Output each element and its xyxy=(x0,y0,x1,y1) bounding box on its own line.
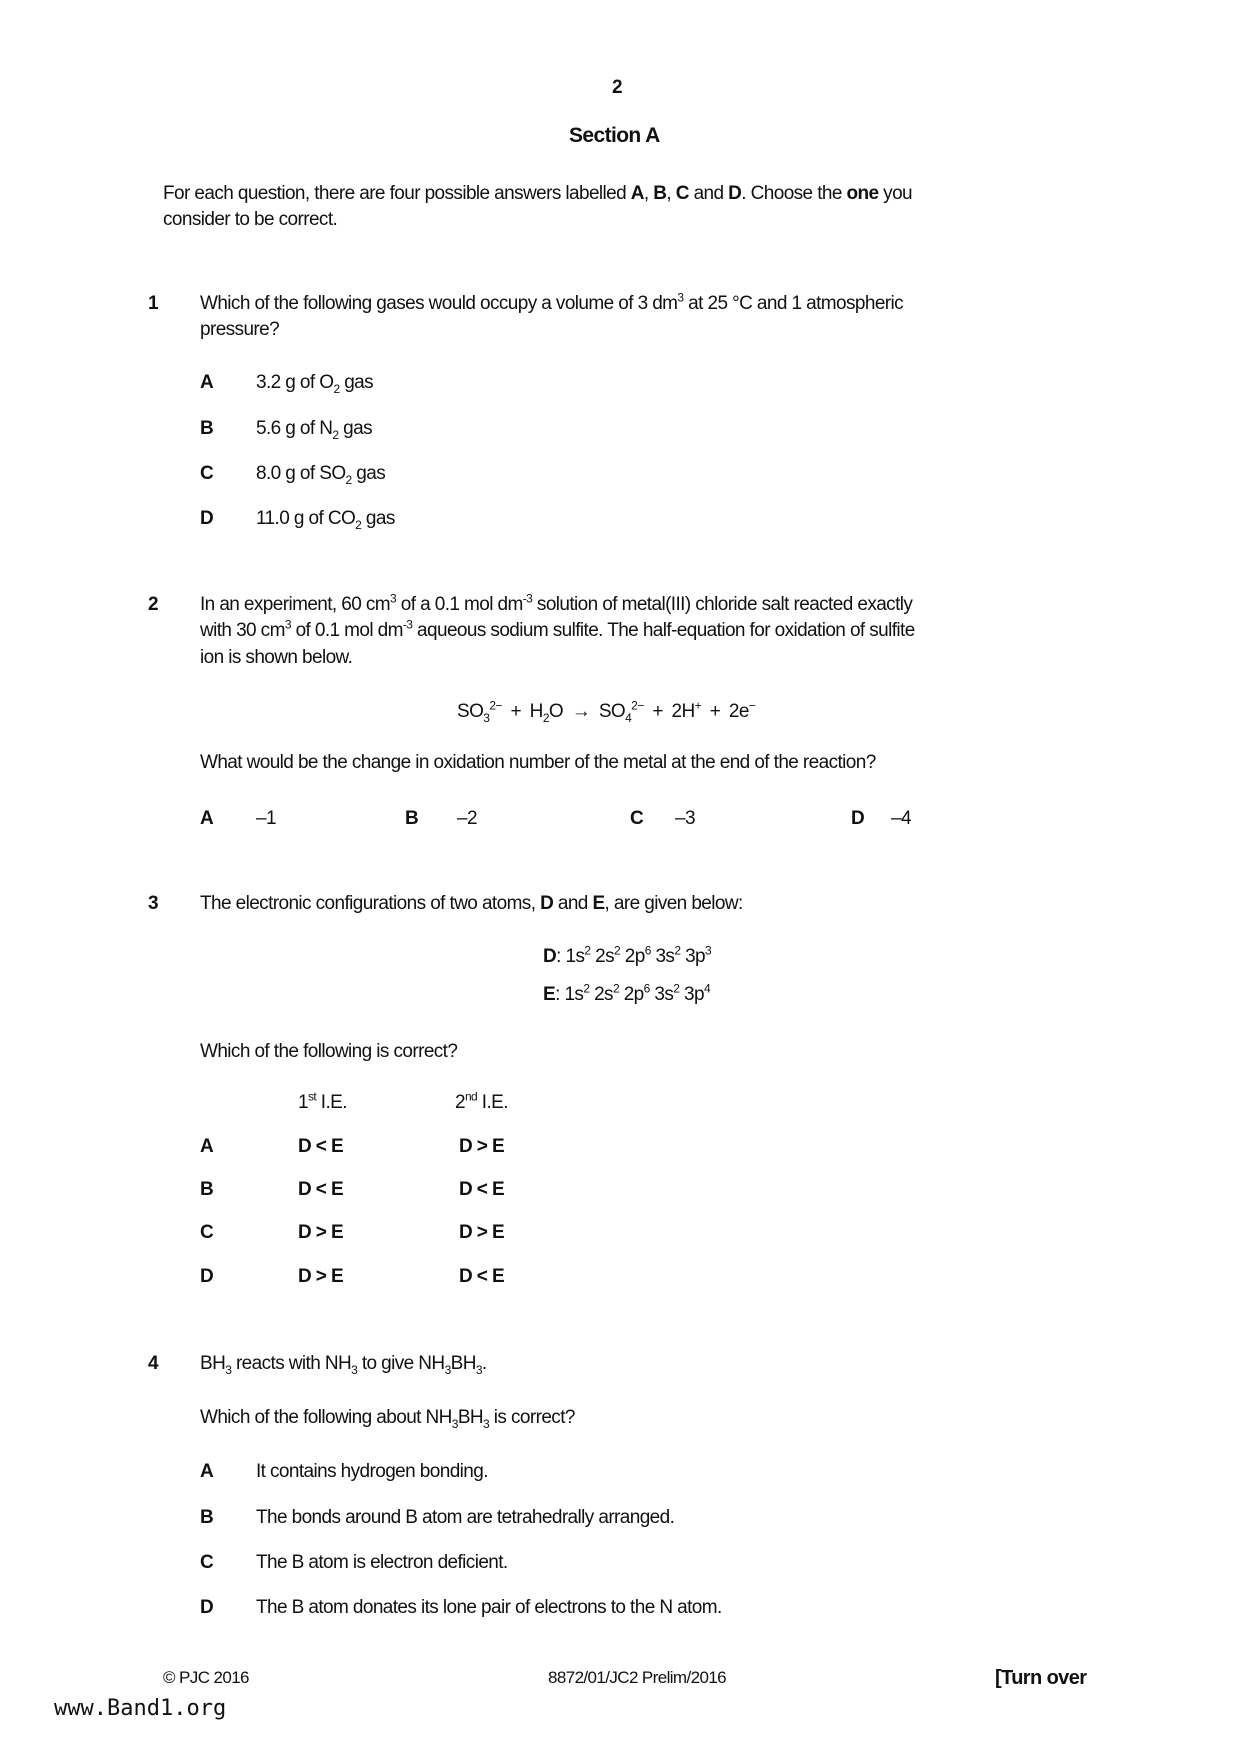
question-number: 2 xyxy=(148,594,158,615)
option-label: B xyxy=(200,418,214,439)
instructions-line2: consider to be correct. xyxy=(163,209,338,230)
cell-ie2: D > E xyxy=(459,1222,505,1243)
question-number: 4 xyxy=(148,1353,158,1374)
question-text-line3: ion is shown below. xyxy=(200,647,353,668)
question-prompt: Which of the following about $NH_3BH_3$ is correct? xyxy=(200,1407,575,1431)
option-label: D xyxy=(851,808,865,829)
footer-turn-over: [Turn over xyxy=(995,1667,1087,1689)
config-d: D: $1s^2$ $2s^2$ $2p^6$ $3s^2$ $3p^3$ xyxy=(543,943,712,967)
question-number: 3 xyxy=(148,893,158,914)
row-label: B xyxy=(200,1179,214,1200)
cell-ie2: D < E xyxy=(459,1179,505,1200)
cell-ie1: D < E xyxy=(298,1136,344,1157)
cell-ie2: D < E xyxy=(459,1266,505,1287)
header-ie2: 2nd I.E. xyxy=(455,1089,508,1113)
question-text-line2: with 30 $cm^3$ of 0.1 mol $dm^{-3}$ aqueous sodium sulfite. The half-equation for oxidation of sulfite xyxy=(200,617,915,641)
option-label: A xyxy=(200,808,214,829)
option-text: 3.2 g of $O_2$ gas xyxy=(256,372,374,396)
option-text: 8.0 g of $SO_2$ gas xyxy=(256,463,386,487)
question-text: Which of the following gases would occupy a volume of 3 $dm^3$ at 25 °C and 1 atmospheric xyxy=(200,290,904,314)
option-label: B xyxy=(200,1507,214,1528)
section-title: Section A xyxy=(569,124,660,147)
option-text: –2 xyxy=(457,808,477,829)
instructions: For each question, there are four possible answers labelled A, B, C and D. Choose the one you xyxy=(163,183,912,204)
question-text: $BH_3$ reacts with $NH_3$ to give $NH_3BH_3$. xyxy=(200,1353,487,1377)
question-number: 1 xyxy=(148,293,158,314)
option-text: –3 xyxy=(675,808,695,829)
option-label: D xyxy=(200,1597,214,1618)
cell-ie1: D > E xyxy=(298,1222,344,1243)
row-label: A xyxy=(200,1136,214,1157)
question-text: The electronic configurations of two atoms, D and E, are given below: xyxy=(200,893,743,914)
watermark: www.Band1.org xyxy=(54,1696,227,1721)
half-equation: $SO_3^{2-} + H_2O \to SO_4^{2-} + 2H^+ + 2e^-$ xyxy=(457,698,756,725)
question-prompt: Which of the following is correct? xyxy=(200,1041,458,1062)
option-label: C xyxy=(630,808,644,829)
header-ie1: 1st I.E. xyxy=(298,1089,347,1113)
option-label: A xyxy=(200,372,214,393)
footer-copyright: © PJC 2016 xyxy=(163,1668,249,1687)
row-label: C xyxy=(200,1222,214,1243)
cell-ie1: D > E xyxy=(298,1266,344,1287)
option-text: –4 xyxy=(891,808,911,829)
question-prompt: What would be the change in oxidation number of the metal at the end of the reaction? xyxy=(200,752,876,773)
question-text: In an experiment, 60 $cm^3$ of a 0.1 mol $dm^{-3}$ solution of metal(III) chloride salt reacted exactly xyxy=(200,591,913,615)
option-label: C xyxy=(200,463,214,484)
option-text: 5.6 g of $N_2$ gas xyxy=(256,418,372,442)
footer-paper-code: 8872/01/JC2 Prelim/2016 xyxy=(548,1668,727,1687)
cell-ie1: D < E xyxy=(298,1179,344,1200)
config-e: E: $1s^2$ $2s^2$ $2p^6$ $3s^2$ $3p^4$ xyxy=(543,981,711,1005)
option-label: C xyxy=(200,1552,214,1573)
option-text: The B atom is electron deficient. xyxy=(256,1552,508,1573)
question-text-line2: pressure? xyxy=(200,319,280,340)
row-label: D xyxy=(200,1266,214,1287)
option-text: The B atom donates its lone pair of electrons to the N atom. xyxy=(256,1597,722,1618)
cell-ie2: D > E xyxy=(459,1136,505,1157)
option-text: It contains hydrogen bonding. xyxy=(256,1461,488,1482)
option-text: The bonds around B atom are tetrahedrally arranged. xyxy=(256,1507,675,1528)
option-label: A xyxy=(200,1461,214,1482)
option-label: D xyxy=(200,508,214,529)
option-text: 11.0 g of $CO_2$ gas xyxy=(256,508,395,532)
option-text: –1 xyxy=(256,808,276,829)
page-number: 2 xyxy=(612,77,622,98)
option-label: B xyxy=(405,808,419,829)
